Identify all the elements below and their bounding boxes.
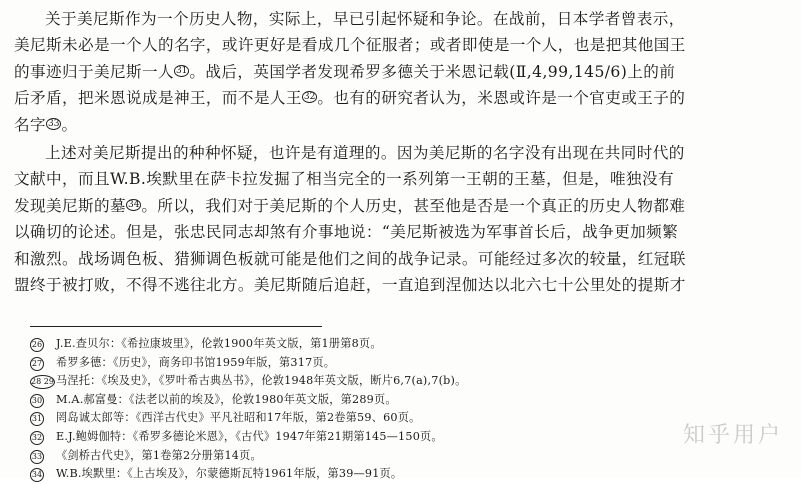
body-text [14, 6, 786, 298]
line-text: 发现美尼斯的墓 [14, 196, 126, 215]
footnote-text: J.E.查贝尔：《希拉康坡里》，伦敦1900年英文版，第1册第8页。 [56, 337, 382, 350]
line-text: 后矛盾，把米恩说成是神王，而不是人王 [14, 89, 302, 108]
footnote-text: W.B.埃默里：《上古埃及》，尔蒙德斯瓦特1961年版，第39—91页。 [56, 467, 403, 481]
line-text: 名字 [14, 115, 46, 134]
line-text-after: 。战后，英国学者发现希罗多德关于米恩记载(Ⅱ,4,99,145/6)上的前 [189, 62, 676, 81]
line-text-after: 。也有的研究者认为，米恩或许是一个官吏或王子的 [317, 89, 686, 108]
footnote-number-label: 27 [30, 357, 44, 371]
line-text: 以确切的论述。但是，张忠民同志却煞有介事地说：“美尼斯被选为军事首长后，战争更加频繁 [14, 223, 679, 242]
footnote-item [30, 447, 670, 466]
footnote-number [30, 392, 56, 410]
text-line [14, 246, 786, 272]
footnote-number [30, 448, 56, 466]
text-line [14, 112, 786, 138]
footnote-text: 罔岛诚太郎等：《西洋古代史》平凡社昭和17年版，第2卷第59、60页。 [56, 411, 421, 425]
footnote-ref: 32 [303, 92, 316, 103]
text-line [14, 166, 786, 192]
paragraph [14, 140, 786, 298]
line-text-after: 。 [61, 115, 78, 134]
footnote-text: M.A.郝富曼：《法老以前的埃及》，伦敦1980年英文版，第289页。 [56, 392, 397, 406]
footnote-number [30, 373, 56, 391]
line-text: 盟终于被打败，不得不逃往北方。美尼斯随后追赶，一直追到涅伽达以北六七十公里处的提斯才 [14, 276, 686, 295]
text-line [14, 219, 786, 245]
line-text: 的事迹归于美尼斯一人 [14, 62, 174, 81]
footnote-item [30, 354, 670, 373]
line-text-after: 。所以，我们对于美尼斯的个人历史，甚至他是否是一个真正的历史人物都难 [141, 196, 686, 215]
footnote-item [30, 428, 670, 447]
text-line [14, 193, 786, 219]
line-text: 美尼斯未必是一个人的名字，或许更好是看成几个征服者；或者即使是一个人，也是把其他国王 [14, 36, 686, 55]
footnote-number [30, 410, 56, 428]
footnote-number-label: 30 [30, 394, 44, 408]
footnote-number [30, 466, 56, 484]
footnote-text: 《剑桥古代史》，第1卷第2分册第14页。 [56, 448, 262, 462]
footnote-text: E.J.鲍姆伽特：《希罗多德论米恩》，《古代》1947年第21期第145—150页。 [56, 429, 443, 443]
text-line [14, 272, 786, 298]
text-line [14, 59, 786, 85]
footnote-number-label: 26 [30, 338, 44, 352]
footnote-ref: 31 [175, 65, 188, 76]
line-text: 和激烈。战场调色板、猎狮调色板就可能是他们之间的战争记录。可能经过多次的较量，红冠联 [14, 249, 686, 268]
footnote-item [30, 409, 670, 428]
text-line [14, 6, 786, 32]
text-line [14, 85, 786, 111]
footnote-ref: 33 [48, 118, 60, 129]
watermark: 知乎用户 [682, 423, 783, 448]
footnote-number [30, 355, 56, 373]
footnote-number-label: 33 [30, 450, 44, 464]
line-text: 关于美尼斯作为一个历史人物，实际上，早已引起怀疑和争论。在战前，日本学者曾表示， [45, 10, 685, 28]
footnote-number [30, 429, 56, 447]
footnote-list [30, 335, 670, 484]
footnote-divider [30, 326, 322, 327]
line-text: 上述对美尼斯提出的种种怀疑，也许是有道理的。因为美尼斯的名字没有出现在共同时代的 [45, 144, 685, 163]
footnote-item [30, 465, 670, 484]
footnote-item [30, 335, 670, 354]
line-text: 文献中，而且W.B.埃默里在萨卡拉发掘了相当完全的一系列第一王朝的王墓，但是，唯独没有 [14, 170, 675, 189]
footnote-text: 希罗多德：《历史》，商务印书馆1959年版，第317页。 [56, 355, 336, 369]
footnote-item [30, 391, 670, 410]
footnote-ref: 34 [127, 199, 140, 210]
footnote-number-label: 31 [30, 412, 44, 426]
paragraph [14, 6, 786, 138]
footnote-number-label: 34 [30, 468, 44, 482]
text-line [14, 140, 786, 166]
footnote-number-label: 28 29 [30, 375, 55, 389]
footnote-item [30, 372, 670, 391]
text-line [14, 32, 786, 58]
footnote-number-label: 32 [30, 431, 44, 445]
footnote-number [30, 336, 56, 354]
footnote-text: 马涅托：《埃及史》，《罗叶希古典丛书》，伦敦1948年英文版，断片6,7(a),7(b)。 [56, 374, 467, 388]
